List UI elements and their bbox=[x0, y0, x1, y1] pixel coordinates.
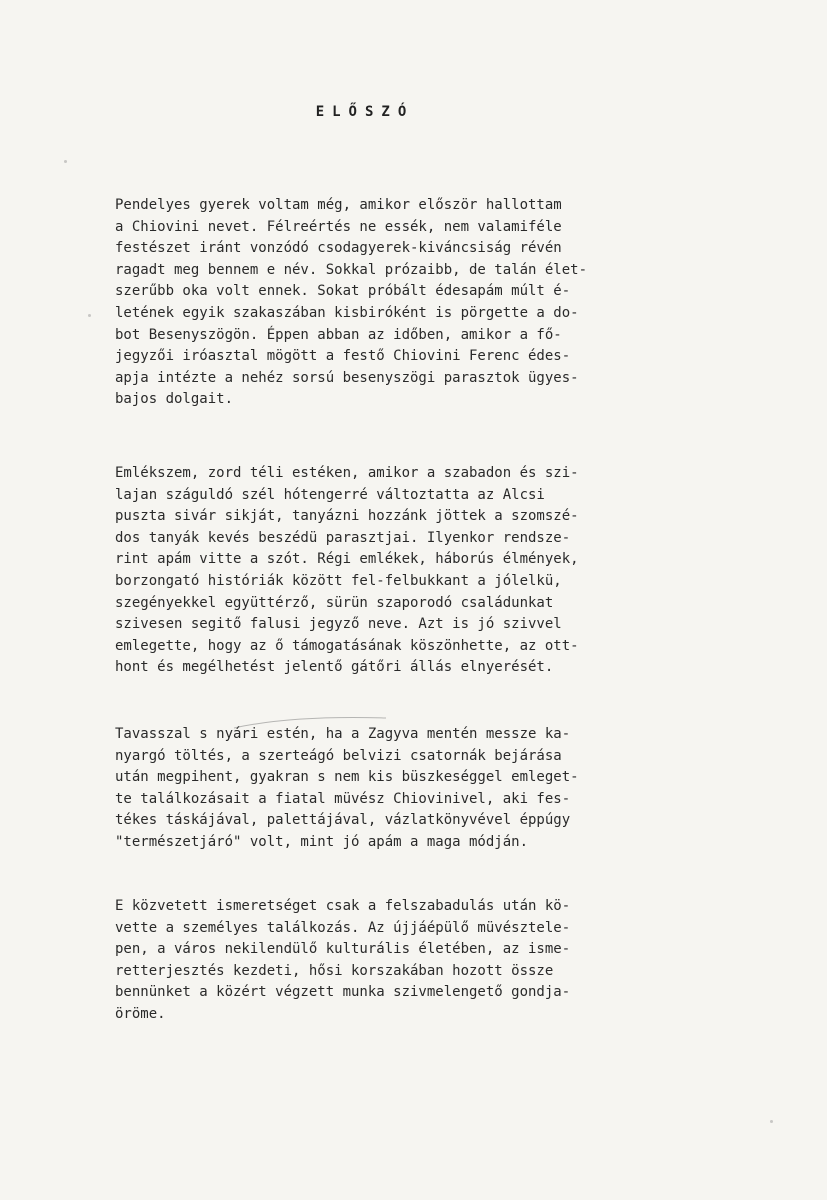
text-line: Emlékszem, zord téli estéken, amikor a szabadon és szi- bbox=[115, 465, 579, 481]
text-line: ragadt meg bennem e név. Sokkal prózaibb, de talán élet- bbox=[115, 261, 588, 278]
text-line: Tavasszal s nyári estén, ha a Zagyva mentén messze ka- bbox=[115, 726, 571, 742]
text-line: szerűbb oka volt ennek. Sokat próbált édesapám múlt é- bbox=[115, 283, 571, 300]
text-line: puszta sivár sikját, tanyázni hozzánk jöttek a szomszé- bbox=[115, 508, 579, 525]
text-line: "természetjáró" volt, mint jó apám a maga módján. bbox=[115, 833, 529, 850]
paper-speck bbox=[88, 314, 91, 317]
text-line: tékes táskájával, palettájával, vázlatkönyvével éppúgy bbox=[115, 812, 571, 829]
text-line: lajan száguldó szél hótengerré változtatta az Alcsi bbox=[115, 486, 545, 503]
text-line: pen, a város nekilendülő kulturális életében, az isme- bbox=[115, 941, 571, 958]
text-line: bot Besenyszögön. Éppen abban az időben, amikor a fő- bbox=[115, 326, 562, 343]
text-line: letének egyik szakaszában kisbiróként is pörgette a do- bbox=[115, 304, 579, 321]
text-line: apja intézte a nehéz sorsú besenyszögi parasztok ügyes- bbox=[115, 369, 579, 386]
text-line: retterjesztés kezdeti, hősi korszakában hozott össze bbox=[115, 962, 554, 979]
text-line: Pendelyes gyerek voltam még, amikor először hallottam bbox=[115, 197, 562, 213]
text-line: E közvetett ismeretséget csak a felszabadulás után kö- bbox=[115, 898, 571, 914]
text-line: festészet iránt vonzódó csodagyerek-kiváncsiság révén bbox=[115, 240, 562, 257]
text-line: hont és megélhetést jelentő gátőri állás elnyerését. bbox=[115, 659, 554, 676]
text-line: dos tanyák kevés beszédü parasztjai. Ilyenkor rendsze- bbox=[115, 529, 571, 546]
text-line: jegyzői iróasztal mögött a festő Chiovini Ferenc édes- bbox=[115, 348, 571, 365]
paper-speck bbox=[64, 160, 67, 163]
text-line: rint apám vitte a szót. Régi emlékek, háborús élmények, bbox=[115, 551, 579, 568]
text-line: te találkozásait a fiatal müvész Chiovinivel, aki fes- bbox=[115, 790, 571, 807]
text-line: szivesen segitő falusi jegyző neve. Azt is jó szivvel bbox=[115, 616, 562, 633]
paper-speck bbox=[770, 1120, 773, 1123]
paragraph-2 bbox=[115, 463, 695, 679]
text-line: vette a személyes találkozás. Az újjáépülő müvésztele- bbox=[115, 919, 571, 936]
paragraph-1 bbox=[115, 195, 695, 411]
text-line: bajos dolgait. bbox=[115, 391, 234, 408]
page-title: ELŐSZÓ bbox=[315, 104, 415, 120]
text-line: szegényekkel együttérző, sürün szaporodó családunkat bbox=[115, 594, 554, 611]
text-line: öröme. bbox=[115, 1005, 166, 1022]
paragraph-3 bbox=[115, 724, 695, 854]
text-line: bennünket a közért végzett munka szivmelengető gondja- bbox=[115, 984, 571, 1001]
text-line: emlegette, hogy az ő támogatásának köszönhette, az ott- bbox=[115, 637, 579, 654]
text-line: a Chiovini nevet. Félreértés ne essék, nem valamiféle bbox=[115, 218, 562, 235]
text-line: borzongató históriák között fel-felbukkant a jólelkü, bbox=[115, 572, 562, 589]
paragraph-4 bbox=[115, 896, 695, 1026]
text-line: után megpihent, gyakran s nem kis büszkeséggel emleget- bbox=[115, 769, 579, 786]
text-line: nyargó töltés, a szerteágó belvizi csatornák bejárása bbox=[115, 747, 562, 764]
